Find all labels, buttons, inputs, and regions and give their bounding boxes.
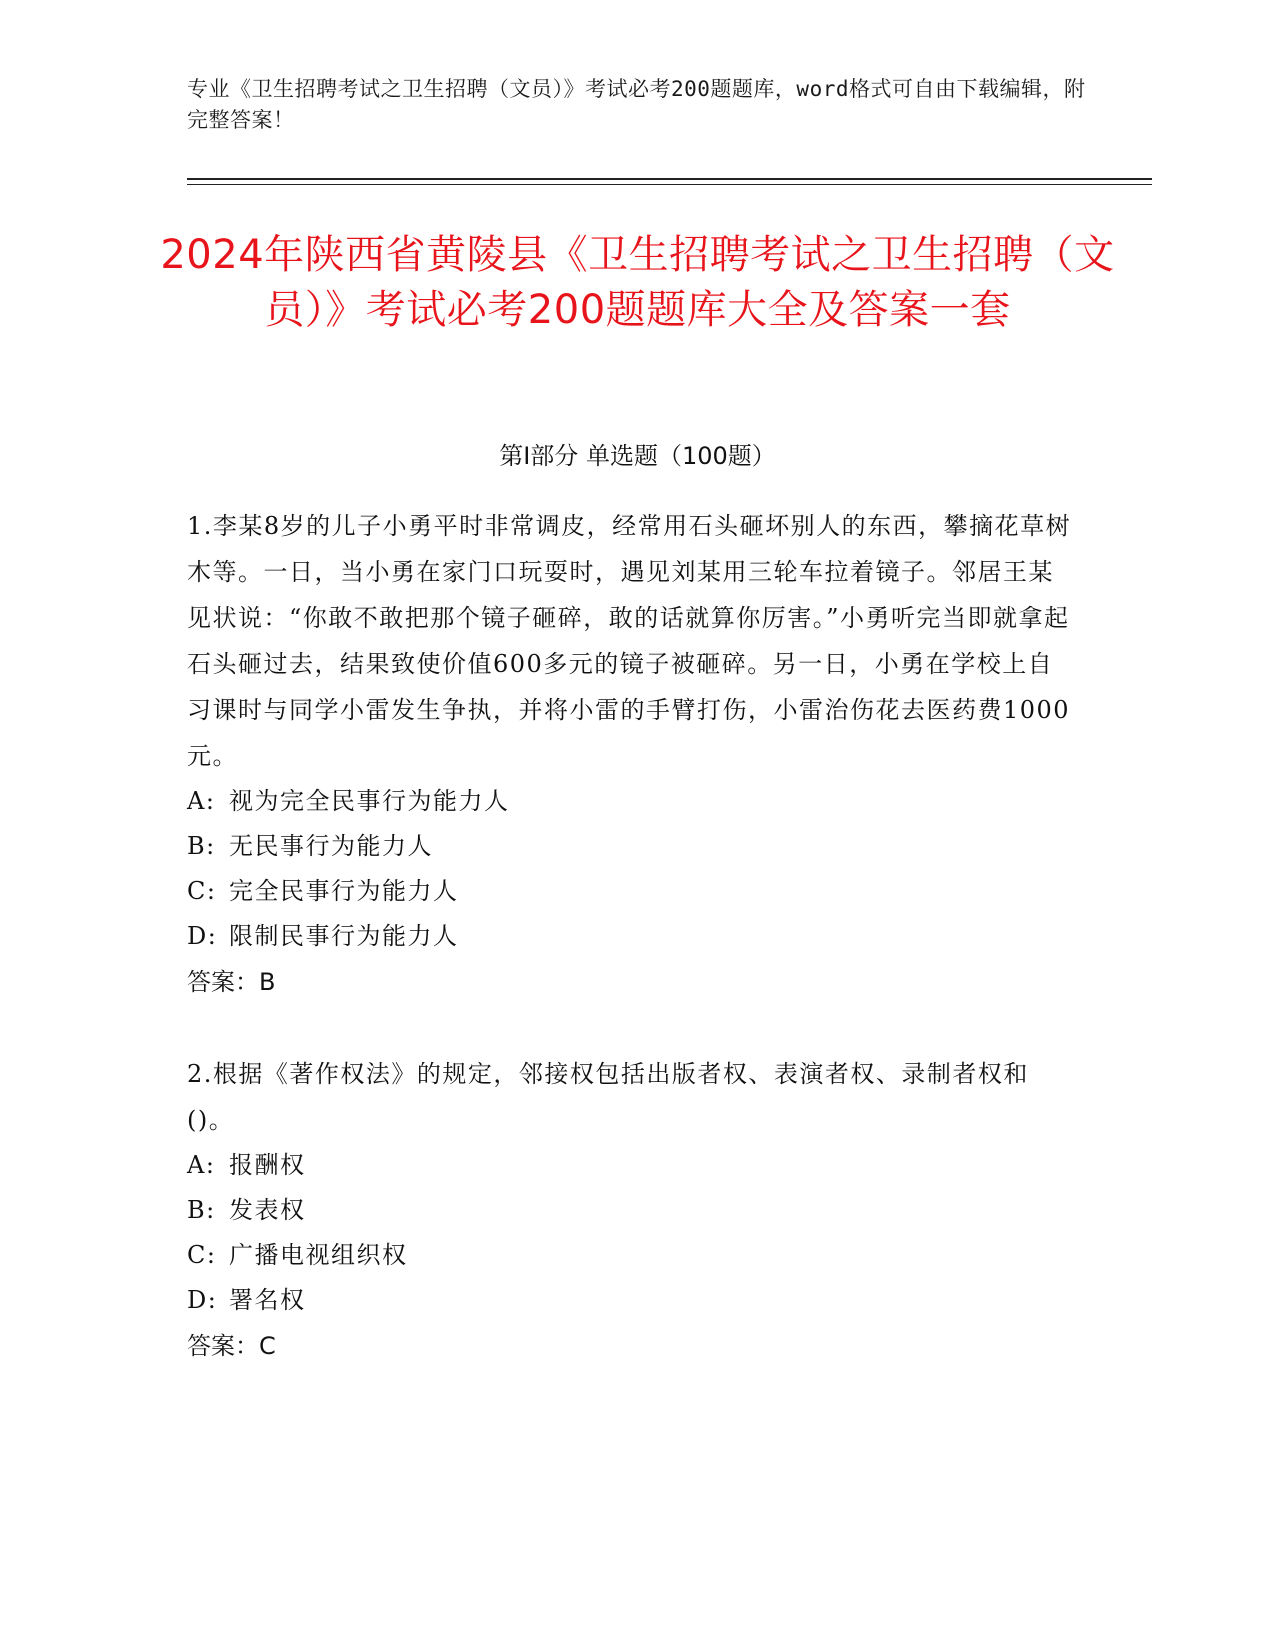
option-text: 署名权	[229, 1286, 306, 1314]
answer: 答案：C	[187, 1332, 276, 1360]
option-a	[187, 779, 1072, 824]
option-text: 发表权	[229, 1196, 306, 1224]
option-text: 完全民事行为能力人	[229, 877, 459, 905]
option-text: 视为完全民事行为能力人	[229, 787, 510, 815]
answer: 答案：B	[187, 968, 276, 996]
section-title: 第Ⅰ部分 单选题（100题）	[499, 442, 776, 470]
question-stem: 2.根据《著作权法》的规定，邻接权包括出版者权、表演者权、录制者权和()。	[187, 1060, 1029, 1134]
option-c	[187, 1233, 1072, 1278]
header-rule-thin	[187, 184, 1152, 185]
option-d	[187, 914, 1072, 959]
option-letter: C:	[187, 1241, 217, 1269]
option-letter: B:	[187, 832, 216, 860]
option-c	[187, 869, 1072, 914]
option-letter: B:	[187, 1196, 216, 1224]
question-stem: 1.李某8岁的儿子小勇平时非常调皮，经常用石头砸坏别人的东西，攀摘花草树木等。一日，当小勇在家门口玩耍时，遇见刘某用三轮车拉着镜子。邻居王某见状说：“你敢不敢把那个镜子砸碎，敢的话就算你厉害。”小勇听完当即就拿起石头砸过去，结果致使价值600多元的镜子被砸碎。另一日，小勇在学校上自习课时与同学小雷发生争执，并将小雷的手臂打伤，小雷治伤花去医药费1000元。	[187, 512, 1072, 770]
question-1	[187, 503, 1072, 1005]
option-letter: D:	[187, 1286, 218, 1314]
option-text: 限制民事行为能力人	[229, 922, 459, 950]
option-text: 报酬权	[229, 1151, 306, 1179]
option-b	[187, 824, 1072, 869]
option-d	[187, 1278, 1072, 1323]
option-letter: A:	[187, 1151, 216, 1179]
option-b	[187, 1188, 1072, 1233]
option-letter: D:	[187, 922, 218, 950]
option-letter: C:	[187, 877, 217, 905]
header-rule-thick	[187, 178, 1152, 180]
option-text: 无民事行为能力人	[229, 832, 433, 860]
option-a	[187, 1143, 1072, 1188]
header-note: 专业《卫生招聘考试之卫生招聘（文员）》考试必考200题题库，word格式可自由下载编辑，附完整答案！	[187, 77, 1086, 132]
option-letter: A:	[187, 787, 216, 815]
document-title: 2024年陕西省黄陵县《卫生招聘考试之卫生招聘（文员）》考试必考200题题库大全及答案一套	[160, 232, 1115, 333]
option-text: 广播电视组织权	[229, 1241, 408, 1269]
question-2	[187, 1051, 1072, 1369]
